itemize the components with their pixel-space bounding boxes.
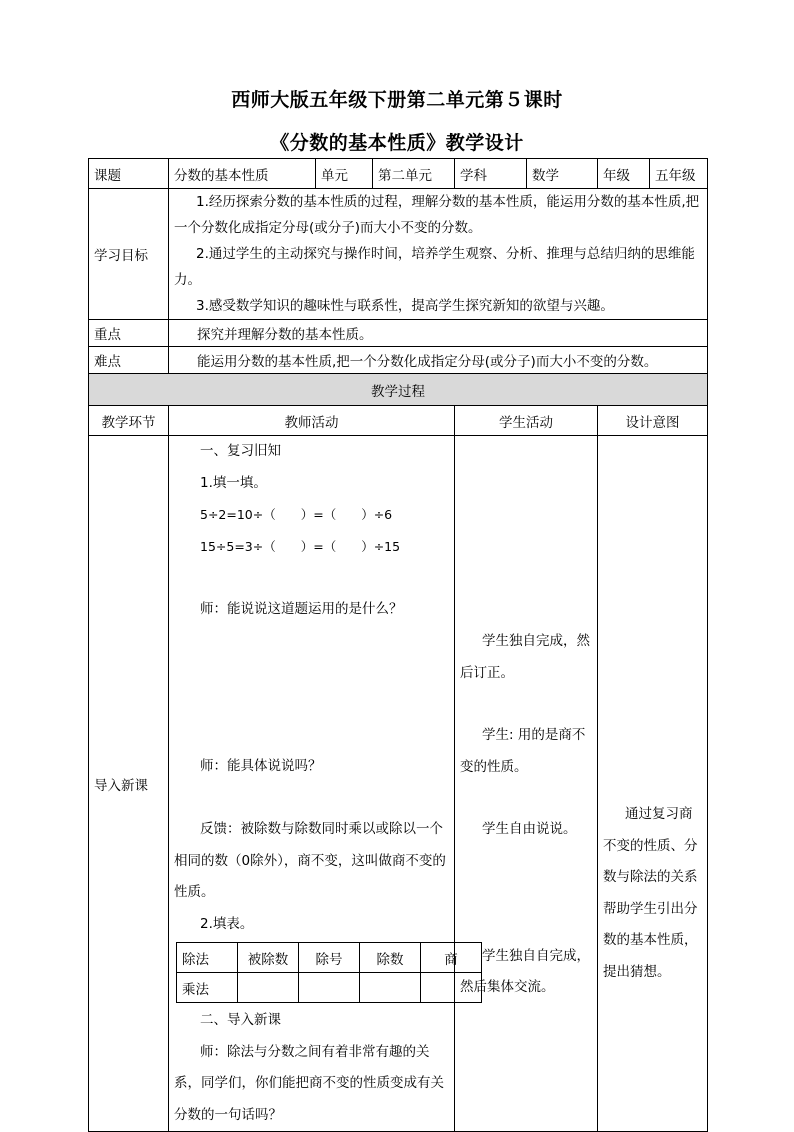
process-title: 教学过程 (89, 374, 708, 406)
grade-label: 年级 (598, 159, 650, 189)
unit-value: 第二单元 (373, 159, 455, 189)
equation-1: 5÷2=10÷（ ）=（ ）÷6 (200, 507, 393, 522)
student-answer-4: 学生独自自完成，然后集体交流。 (460, 947, 590, 996)
teacher-feedback: 反馈：被除数与除数同时乘以或除以一个相同的数（0除外），商不变，这叫做商不变的性质。 (174, 821, 446, 900)
goals-text (169, 189, 708, 320)
table-cell: 除号 (299, 943, 360, 973)
difficulty-label: 难点 (89, 347, 169, 374)
topic-label: 课题 (89, 159, 169, 189)
table-cell (299, 973, 360, 1003)
subject-value: 数学 (527, 159, 598, 189)
doc-title-line1: 西师大版五年级下册第二单元第５课时 (231, 89, 563, 111)
key-point-label: 重点 (89, 320, 169, 347)
goals-label: 学习目标 (89, 189, 169, 320)
fill-title: 1.填一填。 (200, 474, 267, 491)
review-title: 一、复习旧知 (200, 443, 281, 459)
grade-value: 五年级 (650, 159, 708, 189)
student-answer-1: 学生独自完成，然后订正。 (460, 633, 590, 681)
difficulty-row (89, 347, 708, 374)
key-point-text: 探究并理解分数的基本性质。 (169, 320, 708, 347)
key-point-row (89, 320, 708, 347)
new-lesson-title: 二、导入新课 (200, 1012, 281, 1028)
table-row (177, 973, 482, 1003)
table-cell: 被除数 (238, 943, 299, 973)
stage-name: 导入新课 (89, 436, 169, 1132)
goal-item: 3.感受数学知识的趣味性与联系性，提高学生探究新知的欲望与兴趣。 (196, 298, 614, 314)
design-intent (598, 436, 708, 1132)
process-content-row (89, 436, 708, 1132)
col-intent: 设计意图 (598, 406, 708, 436)
table-cell (238, 973, 299, 1003)
teacher-question-2: 师：能具体说说吗？ (200, 758, 322, 774)
goal-item: 2.通过学生的主动探究与操作时间，培养学生观察、分析、推理与总结归纳的思维能力。 (174, 246, 695, 288)
unit-label: 单元 (316, 159, 373, 189)
intent-text: 通过复习商不变的性质、分数与除法的关系帮助学生引出分数的基本性质，提出猜想。 (603, 806, 698, 980)
col-stage: 教学环节 (89, 406, 169, 436)
process-title-row (89, 374, 708, 406)
table-cell: 商 (421, 943, 482, 973)
student-answer-2: 学生: 用的是商不变的性质。 (460, 727, 586, 775)
doc-title-line2: 《分数的基本性质》教学设计 (270, 132, 524, 154)
teacher-question-1: 师：能说说这道题运用的是什么？ (200, 600, 403, 617)
header-row (89, 159, 708, 189)
student-answer-3: 学生自由说说。 (482, 821, 577, 838)
division-table (176, 942, 482, 1003)
teacher-activity (169, 436, 458, 1132)
goals-row (89, 189, 708, 320)
process-columns-row (89, 406, 708, 436)
col-teacher: 教师活动 (169, 406, 455, 436)
col-student: 学生活动 (455, 406, 598, 436)
subject-label: 学科 (455, 159, 527, 189)
table-row (177, 943, 482, 973)
difficulty-text: 能运用分数的基本性质,把一个分数化成指定分母(或分子)而大小不变的分数。 (169, 347, 708, 374)
lesson-plan-table (88, 158, 708, 1132)
table-cell: 除法 (177, 943, 238, 973)
table-title: 2.填表。 (200, 915, 254, 932)
teacher-question-3: 师：除法与分数之间有着非常有趣的关系，同学们，你们能把商不变的性质变成有关分数的一句话吗？ (174, 1043, 444, 1123)
goal-item: 1.经历探索分数的基本性质的过程，理解分数的基本性质，能运用分数的基本性质,把一个分数化成指定分母(或分子)而大小不变的分数。 (174, 194, 700, 236)
table-cell: 除数 (360, 943, 421, 973)
equation-2: 15÷5=3÷（ ）=（ ）÷15 (200, 538, 401, 554)
topic-value: 分数的基本性质 (169, 159, 316, 189)
table-cell (360, 973, 421, 1003)
student-activity (455, 436, 598, 1132)
table-cell: 乘法 (177, 973, 238, 1003)
